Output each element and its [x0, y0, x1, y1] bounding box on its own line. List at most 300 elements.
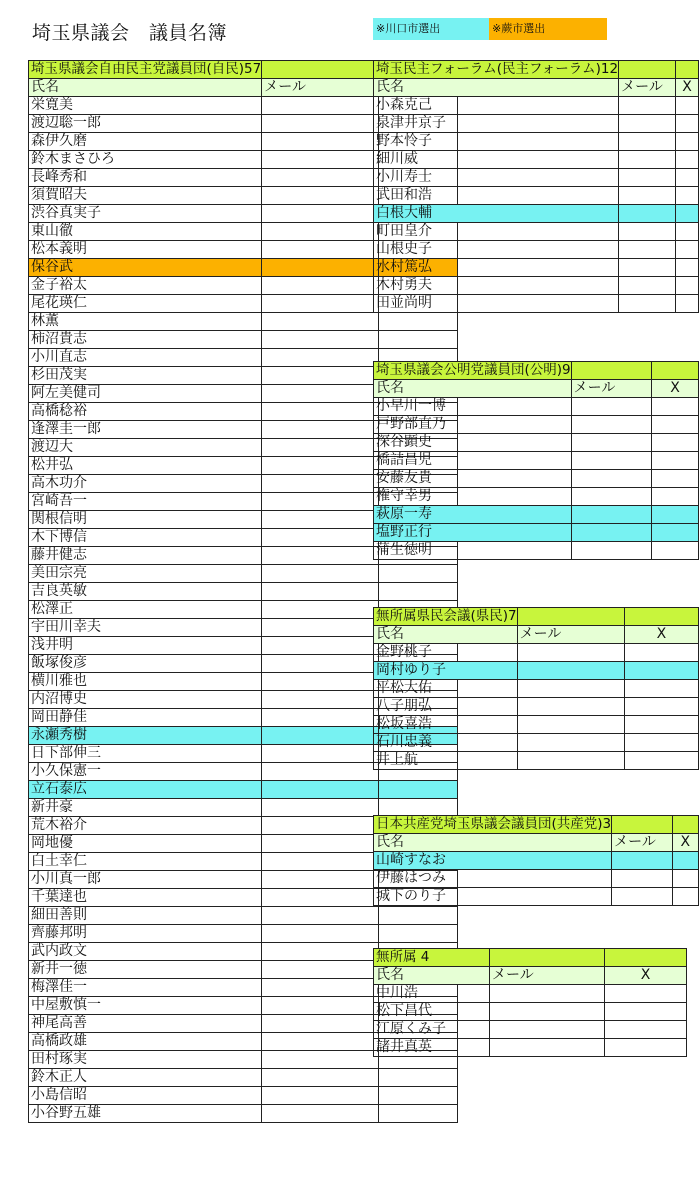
member-mail-cell	[262, 223, 379, 241]
member-row	[29, 907, 458, 925]
member-name: 諸井真英	[374, 1039, 490, 1057]
member-name: 鈴木まさひろ	[29, 151, 262, 169]
member-name: 美田宗亮	[29, 565, 262, 583]
member-x-cell	[624, 662, 698, 680]
member-name: 白根大輔	[374, 205, 619, 223]
member-name: 平松大佑	[374, 680, 518, 698]
member-row	[29, 313, 458, 331]
header-x: X	[652, 380, 699, 398]
member-x-cell	[379, 925, 458, 943]
member-name: 城下のり子	[374, 888, 612, 906]
member-mail-cell	[619, 241, 676, 259]
member-name: 千葉達也	[29, 889, 262, 907]
member-x-cell	[676, 97, 699, 115]
member-name: 萩原一寿	[374, 506, 572, 524]
member-row	[29, 583, 458, 601]
party-title: 無所属 4	[374, 949, 490, 967]
member-mail-cell	[262, 835, 379, 853]
member-name: 深谷顕史	[374, 434, 572, 452]
member-x-cell	[652, 506, 699, 524]
member-mail-cell	[619, 133, 676, 151]
member-row	[374, 852, 699, 870]
member-mail-cell	[571, 542, 651, 560]
member-row	[29, 565, 458, 583]
member-mail-cell	[571, 416, 651, 434]
member-mail-cell	[517, 734, 624, 752]
member-row	[374, 241, 699, 259]
member-name: 山根史子	[374, 241, 619, 259]
member-row	[374, 698, 699, 716]
member-mail-cell	[262, 421, 379, 439]
member-x-cell	[379, 565, 458, 583]
member-name: 小早川一博	[374, 398, 572, 416]
member-mail-cell	[619, 187, 676, 205]
member-x-cell	[676, 277, 699, 295]
party-table-kenmin	[373, 607, 699, 770]
member-mail-cell	[517, 698, 624, 716]
member-row	[374, 187, 699, 205]
member-mail-cell	[262, 727, 379, 745]
member-x-cell	[652, 542, 699, 560]
member-mail-cell	[619, 295, 676, 313]
column-header-row	[374, 834, 699, 852]
member-name: 宮崎吾一	[29, 493, 262, 511]
member-mail-cell	[262, 295, 379, 313]
party-title-blank	[571, 362, 651, 380]
member-row	[374, 205, 699, 223]
member-row	[374, 115, 699, 133]
header-name: 氏名	[29, 79, 262, 97]
member-row	[374, 259, 699, 277]
party-title-blank	[490, 949, 605, 967]
member-name: 高橋稔裕	[29, 403, 262, 421]
member-mail-cell	[262, 979, 379, 997]
member-mail-cell	[262, 853, 379, 871]
member-mail-cell	[262, 799, 379, 817]
member-x-cell	[624, 734, 698, 752]
member-x-cell	[676, 259, 699, 277]
member-mail-cell	[262, 925, 379, 943]
party-title-blank	[624, 608, 698, 626]
member-name: 渡辺聡一郎	[29, 115, 262, 133]
member-x-cell	[624, 698, 698, 716]
member-mail-cell	[262, 277, 379, 295]
member-name: 松澤正	[29, 601, 262, 619]
member-name: 岡地優	[29, 835, 262, 853]
member-name: 武内政文	[29, 943, 262, 961]
member-x-cell	[676, 223, 699, 241]
party-title-row	[374, 949, 687, 967]
member-mail-cell	[262, 871, 379, 889]
member-mail-cell	[571, 470, 651, 488]
party-title-blank	[619, 61, 676, 79]
member-name: 鈴木正人	[29, 1069, 262, 1087]
party-table-minshu-forum	[373, 60, 699, 313]
member-mail-cell	[571, 452, 651, 470]
member-row	[374, 133, 699, 151]
member-mail-cell	[619, 151, 676, 169]
party-title-blank	[676, 61, 699, 79]
member-x-cell	[379, 1069, 458, 1087]
member-mail-cell	[517, 644, 624, 662]
member-name: 新井一徳	[29, 961, 262, 979]
member-row	[374, 1021, 687, 1039]
member-mail-cell	[571, 524, 651, 542]
member-mail-cell	[262, 781, 379, 799]
member-mail-cell	[262, 943, 379, 961]
member-name: 安藤友貴	[374, 470, 572, 488]
member-x-cell	[652, 434, 699, 452]
party-title-blank	[652, 362, 699, 380]
party-title-blank	[517, 608, 624, 626]
member-name: 八子朋弘	[374, 698, 518, 716]
member-mail-cell	[262, 439, 379, 457]
member-x-cell	[379, 331, 458, 349]
legend-kawaguchi: ※川口市選出	[373, 18, 489, 40]
member-mail-cell	[262, 907, 379, 925]
member-row	[374, 277, 699, 295]
member-name: 小川寿士	[374, 169, 619, 187]
member-mail-cell	[262, 673, 379, 691]
member-row	[374, 870, 699, 888]
member-name: 立石泰広	[29, 781, 262, 799]
column-header-row	[374, 380, 699, 398]
member-x-cell	[652, 398, 699, 416]
member-name: 保谷武	[29, 259, 262, 277]
member-row	[374, 888, 699, 906]
member-name: 神尾高善	[29, 1015, 262, 1033]
member-mail-cell	[262, 367, 379, 385]
member-mail-cell	[262, 529, 379, 547]
member-row	[29, 331, 458, 349]
member-x-cell	[652, 416, 699, 434]
member-row	[374, 169, 699, 187]
header-mail: メール	[619, 79, 676, 97]
member-name: 田村琢実	[29, 1051, 262, 1069]
member-mail-cell	[262, 187, 379, 205]
member-name: 石川忠義	[374, 734, 518, 752]
member-x-cell	[379, 313, 458, 331]
member-name: 日下部伸三	[29, 745, 262, 763]
member-mail-cell	[619, 277, 676, 295]
header-name: 氏名	[374, 834, 612, 852]
member-table	[373, 815, 699, 906]
member-row	[29, 781, 458, 799]
header-mail: メール	[262, 79, 379, 97]
member-x-cell	[605, 1021, 687, 1039]
member-row	[374, 488, 699, 506]
member-row	[374, 97, 699, 115]
member-x-cell	[624, 680, 698, 698]
member-name: 森伊久磨	[29, 133, 262, 151]
member-row	[29, 799, 458, 817]
member-name: 小川直志	[29, 349, 262, 367]
member-row	[374, 506, 699, 524]
member-name: 金野桃子	[374, 644, 518, 662]
party-title: 埼玉県議会自由民主党議員団(自民)57	[29, 61, 262, 79]
member-mail-cell	[262, 619, 379, 637]
member-mail-cell	[262, 511, 379, 529]
member-name: 林薫	[29, 313, 262, 331]
member-mail-cell	[262, 1105, 379, 1123]
member-name: 柿沼貴志	[29, 331, 262, 349]
member-name: 渋谷真実子	[29, 205, 262, 223]
member-mail-cell	[490, 1039, 605, 1057]
header-x: X	[676, 79, 699, 97]
member-x-cell	[672, 870, 699, 888]
member-mail-cell	[571, 488, 651, 506]
member-mail-cell	[571, 434, 651, 452]
member-name: 松坂喜浩	[374, 716, 518, 734]
member-name: 戸野部直乃	[374, 416, 572, 434]
member-name: 関根信明	[29, 511, 262, 529]
member-row	[374, 416, 699, 434]
member-row	[374, 1039, 687, 1057]
party-title-row	[374, 362, 699, 380]
member-name: 東山徹	[29, 223, 262, 241]
member-mail-cell	[571, 398, 651, 416]
header-x: X	[605, 967, 687, 985]
member-mail-cell	[262, 457, 379, 475]
member-mail-cell	[262, 475, 379, 493]
member-name: 木下博信	[29, 529, 262, 547]
header-mail: メール	[517, 626, 624, 644]
member-mail-cell	[262, 709, 379, 727]
member-name: 高橋政雄	[29, 1033, 262, 1051]
member-name: 新井豪	[29, 799, 262, 817]
member-mail-cell	[490, 1021, 605, 1039]
member-name: 橋詰昌児	[374, 452, 572, 470]
member-mail-cell	[262, 565, 379, 583]
member-mail-cell	[262, 313, 379, 331]
party-title-blank	[605, 949, 687, 967]
member-row	[374, 680, 699, 698]
member-mail-cell	[490, 1003, 605, 1021]
member-table	[373, 607, 699, 770]
member-row	[374, 1003, 687, 1021]
party-title-row	[374, 61, 699, 79]
party-title: 埼玉県議会公明党議員団(公明)9	[374, 362, 572, 380]
member-mail-cell	[612, 852, 672, 870]
member-x-cell	[624, 716, 698, 734]
member-row	[374, 542, 699, 560]
member-row	[374, 452, 699, 470]
party-title-row	[374, 816, 699, 834]
member-row	[374, 752, 699, 770]
member-mail-cell	[612, 870, 672, 888]
member-name: 高木功介	[29, 475, 262, 493]
member-mail-cell	[262, 403, 379, 421]
member-mail-cell	[571, 506, 651, 524]
member-name: 金子裕太	[29, 277, 262, 295]
column-header-row	[374, 626, 699, 644]
member-row	[374, 151, 699, 169]
member-name: 荒木裕介	[29, 817, 262, 835]
member-x-cell	[379, 1105, 458, 1123]
member-x-cell	[676, 133, 699, 151]
member-name: 松本義明	[29, 241, 262, 259]
member-name: 伊藤はつみ	[374, 870, 612, 888]
member-name: 永瀬秀樹	[29, 727, 262, 745]
member-x-cell	[379, 1087, 458, 1105]
member-name: 権守幸男	[374, 488, 572, 506]
member-name: 吉良英敏	[29, 583, 262, 601]
member-x-cell	[379, 907, 458, 925]
member-name: 山崎すなお	[374, 852, 612, 870]
member-mail-cell	[262, 997, 379, 1015]
member-row	[29, 925, 458, 943]
member-name: 藤井健志	[29, 547, 262, 565]
member-mail-cell	[262, 205, 379, 223]
member-row	[374, 295, 699, 313]
party-table-mushozoku	[373, 948, 687, 1057]
column-header-row	[374, 967, 687, 985]
member-name: 細田善則	[29, 907, 262, 925]
member-mail-cell	[262, 151, 379, 169]
party-title-blank	[672, 816, 699, 834]
member-mail-cell	[262, 547, 379, 565]
member-mail-cell	[262, 1033, 379, 1051]
member-name: 蒲生徳明	[374, 542, 572, 560]
member-name: 武田和浩	[374, 187, 619, 205]
member-mail-cell	[262, 889, 379, 907]
member-row	[374, 524, 699, 542]
member-name: 白土幸仁	[29, 853, 262, 871]
member-row	[374, 662, 699, 680]
member-mail-cell	[262, 763, 379, 781]
member-mail-cell	[262, 349, 379, 367]
member-name: 梅澤佳一	[29, 979, 262, 997]
member-x-cell	[672, 852, 699, 870]
header-name: 氏名	[374, 380, 572, 398]
member-name: 小久保憲一	[29, 763, 262, 781]
header-mail: メール	[612, 834, 672, 852]
member-mail-cell	[262, 331, 379, 349]
header-x: X	[672, 834, 699, 852]
member-name: 井上航	[374, 752, 518, 770]
member-name: 岡村ゆり子	[374, 662, 518, 680]
member-name: 長峰秀和	[29, 169, 262, 187]
member-name: 中川浩	[374, 985, 490, 1003]
party-table-kyosan	[373, 815, 699, 906]
member-name: 町田皇介	[374, 223, 619, 241]
header-x: X	[624, 626, 698, 644]
member-mail-cell	[262, 1087, 379, 1105]
member-name: 細川威	[374, 151, 619, 169]
member-name: 田並尚明	[374, 295, 619, 313]
member-name: 栄寛美	[29, 97, 262, 115]
member-mail-cell	[619, 259, 676, 277]
header-name: 氏名	[374, 967, 490, 985]
member-name: 杉田茂実	[29, 367, 262, 385]
member-row	[29, 1087, 458, 1105]
party-title: 無所属県民会議(県民)7	[374, 608, 518, 626]
member-mail-cell	[262, 817, 379, 835]
member-name: 宇田川幸夫	[29, 619, 262, 637]
member-name: 須賀昭夫	[29, 187, 262, 205]
member-name: 泉津井京子	[374, 115, 619, 133]
header-name: 氏名	[374, 79, 619, 97]
member-mail-cell	[262, 583, 379, 601]
member-name: 小谷野五雄	[29, 1105, 262, 1123]
member-table	[373, 60, 699, 313]
member-name: 浅井明	[29, 637, 262, 655]
member-row	[374, 470, 699, 488]
member-mail-cell	[517, 662, 624, 680]
member-mail-cell	[619, 169, 676, 187]
member-name: 小川真一郎	[29, 871, 262, 889]
member-mail-cell	[262, 133, 379, 151]
member-mail-cell	[262, 1069, 379, 1087]
member-name: 齊藤邦明	[29, 925, 262, 943]
header-name: 氏名	[374, 626, 518, 644]
member-name: 水村篤弘	[374, 259, 619, 277]
member-row	[374, 398, 699, 416]
party-title: 日本共産党埼玉県議会議員団(共産党)3	[374, 816, 612, 834]
member-name: 内沼博史	[29, 691, 262, 709]
member-name: 中屋敷慎一	[29, 997, 262, 1015]
member-x-cell	[676, 151, 699, 169]
member-x-cell	[605, 985, 687, 1003]
member-x-cell	[379, 781, 458, 799]
member-x-cell	[605, 1003, 687, 1021]
member-mail-cell	[262, 259, 379, 277]
member-mail-cell	[619, 223, 676, 241]
member-name: 松井弘	[29, 457, 262, 475]
member-name: 小島信昭	[29, 1087, 262, 1105]
party-title-row	[374, 608, 699, 626]
member-x-cell	[676, 115, 699, 133]
member-row	[374, 734, 699, 752]
member-x-cell	[379, 799, 458, 817]
member-mail-cell	[262, 493, 379, 511]
member-mail-cell	[612, 888, 672, 906]
member-mail-cell	[262, 961, 379, 979]
header-mail: メール	[571, 380, 651, 398]
member-mail-cell	[517, 680, 624, 698]
member-mail-cell	[619, 205, 676, 223]
member-x-cell	[672, 888, 699, 906]
member-name: 江原くみ子	[374, 1021, 490, 1039]
member-x-cell	[676, 169, 699, 187]
column-header-row	[374, 79, 699, 97]
member-mail-cell	[262, 97, 379, 115]
member-x-cell	[676, 295, 699, 313]
member-x-cell	[652, 452, 699, 470]
member-name: 飯塚俊彦	[29, 655, 262, 673]
member-mail-cell	[619, 115, 676, 133]
member-row	[29, 1105, 458, 1123]
member-x-cell	[605, 1039, 687, 1057]
member-mail-cell	[262, 691, 379, 709]
member-mail-cell	[262, 1015, 379, 1033]
member-mail-cell	[262, 169, 379, 187]
member-x-cell	[652, 524, 699, 542]
member-row	[374, 434, 699, 452]
member-x-cell	[652, 470, 699, 488]
member-x-cell	[676, 187, 699, 205]
member-name: 阿左美健司	[29, 385, 262, 403]
member-name: 松下昌代	[374, 1003, 490, 1021]
member-mail-cell	[262, 655, 379, 673]
party-title: 埼玉民主フォーラム(民主フォーラム)12	[374, 61, 619, 79]
page-title: 埼玉県議会 議員名簿	[32, 22, 228, 44]
member-mail-cell	[262, 637, 379, 655]
member-row	[374, 716, 699, 734]
member-name: 木村勇夫	[374, 277, 619, 295]
member-mail-cell	[262, 1051, 379, 1069]
member-mail-cell	[262, 745, 379, 763]
